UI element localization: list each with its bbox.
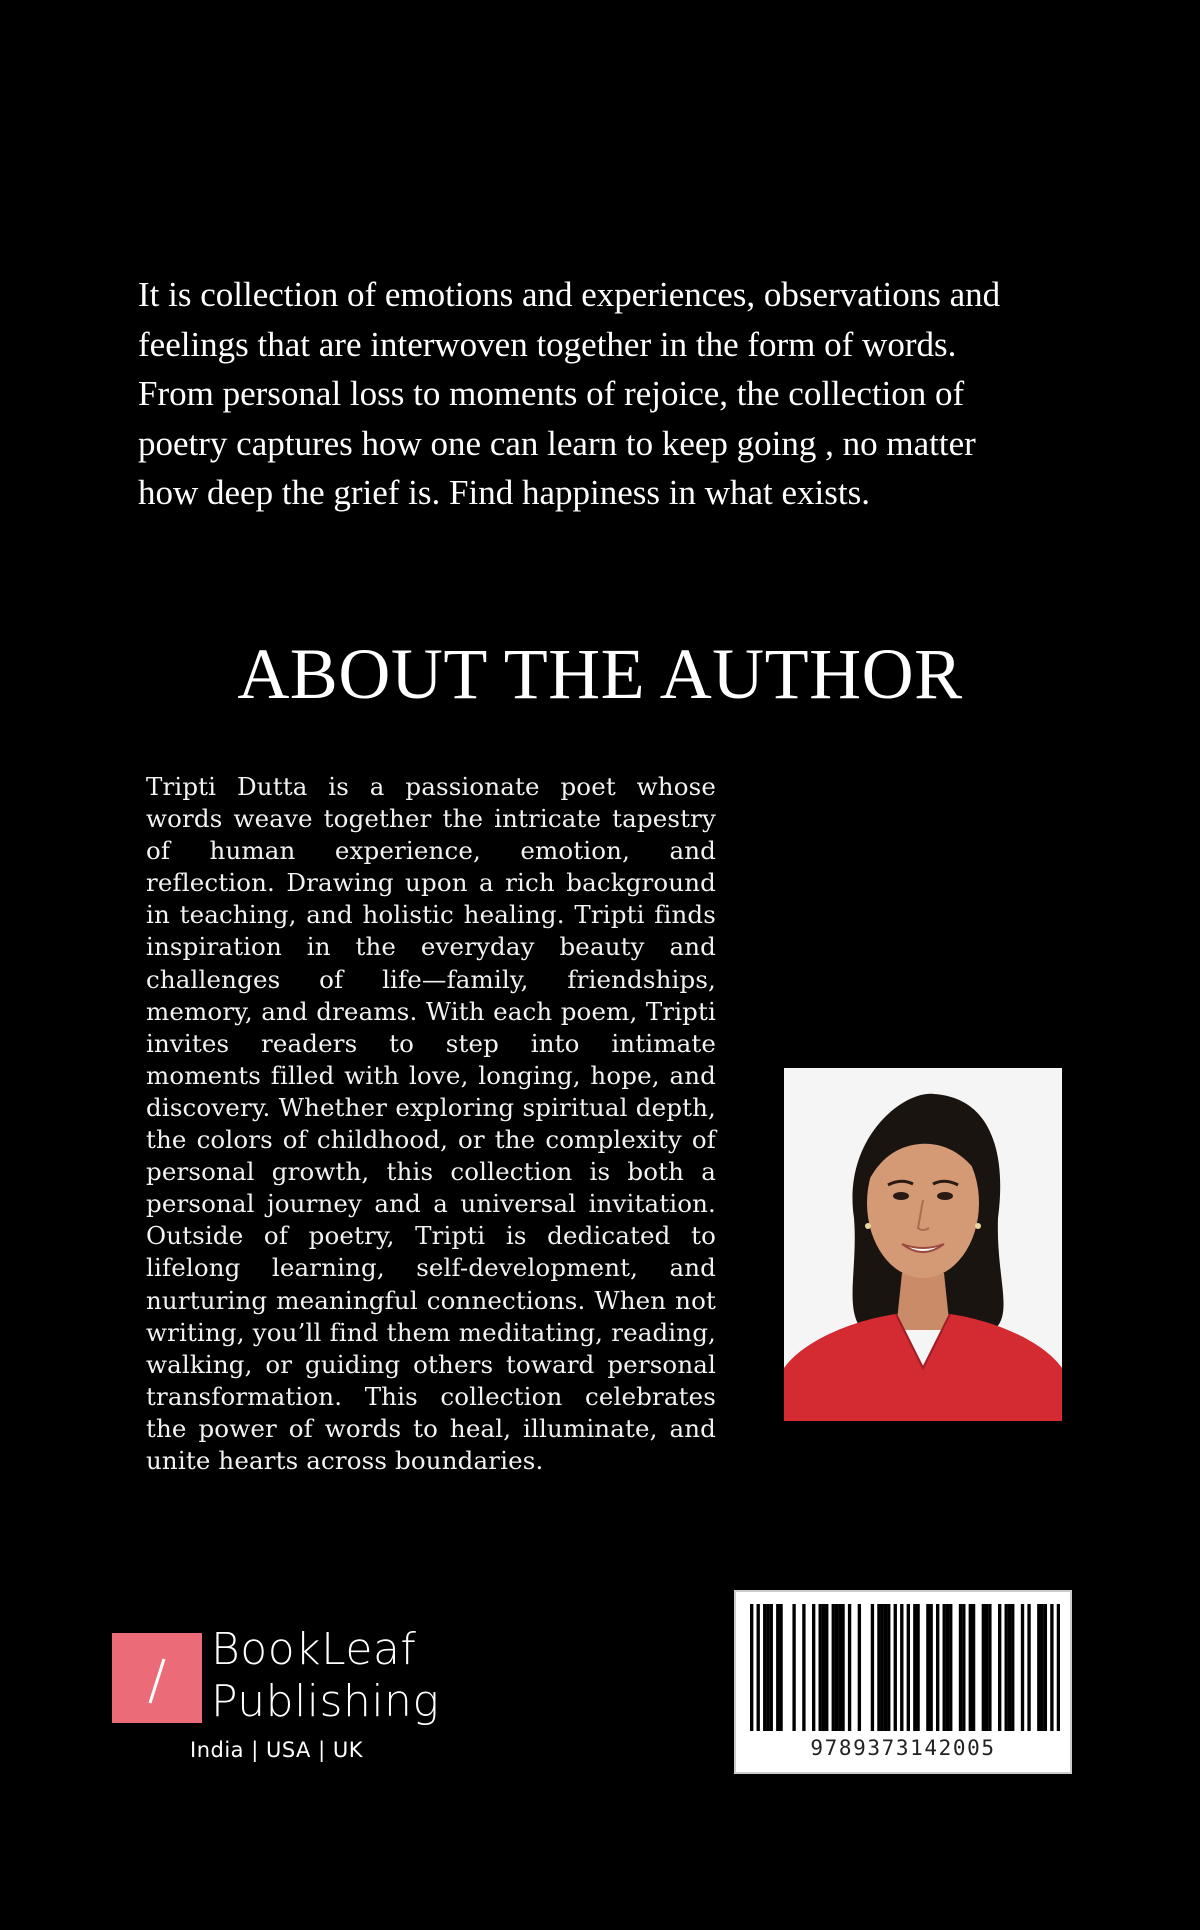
barcode-bar — [871, 1604, 874, 1731]
about-author-heading: ABOUT THE AUTHOR — [237, 634, 963, 714]
barcode-bar — [825, 1604, 828, 1731]
barcode-bar — [959, 1604, 962, 1731]
barcode-bar — [884, 1604, 887, 1731]
barcode-bar — [900, 1604, 903, 1731]
barcode-bar — [858, 1604, 861, 1731]
publisher-name — [211, 1624, 439, 1728]
barcode-bar — [779, 1604, 782, 1731]
barcode-bar — [907, 1604, 910, 1731]
barcode-bar — [936, 1604, 939, 1731]
isbn-number: 9789373142005 — [810, 1736, 996, 1760]
barcode-bar — [916, 1604, 919, 1731]
isbn-barcode — [734, 1590, 1072, 1774]
barcode-bar — [1027, 1604, 1030, 1731]
barcode-bar — [926, 1604, 929, 1731]
barcode-bar — [894, 1604, 897, 1731]
author-bio: Tripti Dutta is a passionate poet whose words weave together the intricate tapestry of human experience, emotion, and reflection. Drawing upon a rich background in teaching, and holistic healing. Tripti finds inspiration in the everyday beauty and challenges of life—family, friendships, memory, and dreams. With each poem, Tripti invites readers to step into intimate moments filled with love, longing, hope, and discovery. Whether exploring spiritual depth, the colors of childhood, or the complexity of personal growth, this collection is both a personal journey and a universal invitation. Outside of poetry, Tripti is dedicated to lifelong learning, self-development, and nurturing meaningful connections. When not writing, you’ll find them meditating, reading, walking, or guiding others toward personal transformation. This collection celebrates the power of words to heal, illuminate, and unite hearts across boundaries. — [146, 772, 716, 1475]
barcode-bar — [881, 1604, 884, 1731]
barcode-bar — [750, 1604, 753, 1731]
barcode-bar — [1021, 1604, 1024, 1731]
barcode-bar — [848, 1604, 851, 1731]
barcode-bar — [982, 1604, 985, 1731]
back-cover-blurb: It is collection of emotions and experiences, observations and feelings that are interwoven together in the form of words. From personal loss to moments of rejoice, the collection of poetry captures how one can learn to keep going , no matter how deep the grief is. Find happiness in what exists. — [138, 275, 1001, 512]
barcode-bar — [838, 1604, 841, 1731]
barcode-bar — [962, 1604, 965, 1731]
publisher-regions: India | USA | UK — [190, 1738, 363, 1762]
barcode-bar — [1050, 1604, 1053, 1731]
barcode-bar — [946, 1604, 949, 1731]
barcode-bar — [766, 1604, 769, 1731]
barcode-bar — [763, 1604, 766, 1731]
barcode-bar — [929, 1604, 932, 1731]
barcode-bar — [969, 1604, 972, 1731]
barcode-bar — [792, 1604, 795, 1731]
barcode-bar — [776, 1604, 779, 1731]
barcode-bar — [757, 1604, 760, 1731]
barcode-bar — [949, 1604, 952, 1731]
publisher-slash-icon — [112, 1633, 202, 1723]
barcode-bar — [812, 1604, 815, 1731]
barcode-bar — [832, 1604, 835, 1731]
barcode-bar — [887, 1604, 890, 1731]
barcode-bar — [819, 1604, 822, 1731]
barcode-bar — [877, 1604, 880, 1731]
barcode-bar — [1008, 1604, 1011, 1731]
barcode-bar — [972, 1604, 975, 1731]
barcode-bar — [998, 1604, 1001, 1731]
publisher-name-line2: Publishing — [211, 1676, 440, 1727]
barcode-bar — [1040, 1604, 1043, 1731]
barcode-bar — [770, 1604, 773, 1731]
publisher-logo — [112, 1624, 472, 1768]
barcode-bar — [841, 1604, 844, 1731]
barcode-bar — [1044, 1604, 1047, 1731]
barcode-bar — [1057, 1604, 1060, 1731]
barcode-bar — [1037, 1604, 1040, 1731]
barcode-bar — [988, 1604, 991, 1731]
author-photo — [784, 1068, 1062, 1421]
barcode-bar — [1005, 1604, 1008, 1731]
barcode-bars — [750, 1604, 1060, 1731]
publisher-name-line1: BookLeaf — [211, 1624, 417, 1675]
barcode-bar — [1011, 1604, 1014, 1731]
barcode-bar — [985, 1604, 988, 1731]
barcode-bar — [913, 1604, 916, 1731]
barcode-bar — [943, 1604, 946, 1731]
barcode-bar — [822, 1604, 825, 1731]
barcode-bar — [802, 1604, 805, 1731]
barcode-bar — [835, 1604, 838, 1731]
